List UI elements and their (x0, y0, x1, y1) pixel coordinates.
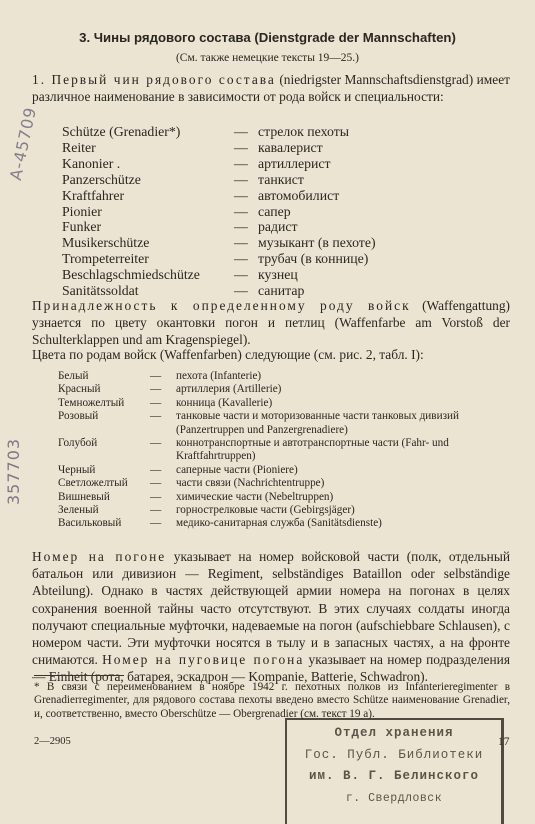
rank-row (62, 267, 376, 283)
rank-dash: — (234, 155, 248, 171)
rank-russian: музыкант (в пехоте) (258, 235, 376, 251)
paragraph-2 (32, 297, 510, 348)
rank-russian: кузнец (258, 267, 298, 283)
rank-russian: танкист (258, 171, 304, 187)
footnote-divider (34, 675, 124, 676)
color-meaning: артиллерия (Artillerie) (176, 383, 282, 396)
color-meaning: пехота (Infanterie) (176, 370, 262, 382)
stamp-line-1: Отдел хранения (334, 726, 454, 740)
color-meaning: саперные части (Pioniere) (176, 463, 298, 476)
color-row (58, 491, 511, 504)
color-dash: — (150, 517, 162, 530)
color-row (58, 383, 511, 396)
rank-russian: автомобилист (258, 187, 340, 203)
rank-russian: трубач (в коннице) (258, 251, 369, 267)
ranks-table (62, 124, 376, 299)
rank-row (62, 140, 376, 156)
section-subtitle: (См. также немецкие тексты 19—25.) (175, 52, 360, 64)
paragraph-4 (32, 548, 510, 686)
rank-german: Panzerschütze (62, 171, 141, 187)
rank-german: Trompeterreiter (62, 251, 149, 267)
rank-dash: — (234, 283, 248, 299)
color-meaning: танковые части и моторизованные части танковых дивизий (Panzertruppen und Panzergrenadiere) (176, 410, 459, 436)
color-name: Голубой (58, 437, 98, 450)
rank-german: Beschlagschmiedschütze (62, 267, 200, 283)
color-meaning: части связи (Nachrichtentruppe) (176, 477, 325, 490)
printer-signature: 2—2905 (34, 736, 71, 747)
rank-dash: — (234, 171, 248, 187)
rank-row (62, 188, 376, 204)
rank-russian: кавалерист (258, 139, 323, 155)
rank-dash: — (234, 219, 248, 235)
footnote: * В связи с переименованием в ноябре 1942 г. пехотных полков из Infanterieregimenter в Grenadierregimenter, для рядового состава пехоты введено вместо Schütze наименование Grenadier, и, соответственно, вместо Oberschütze — Obergrenadier (см. текст 19 а). (34, 681, 510, 720)
handwritten-shelf-mark: 357703 (4, 437, 23, 505)
rank-dash: — (234, 267, 248, 283)
rank-german: Sanitätssoldat (62, 283, 139, 299)
paragraph-4-lead-2: Номер на пуговице погона (102, 652, 305, 668)
section-title: 3. Чины рядового состава (Dienstgrade der Mannschaften) (79, 30, 456, 45)
color-dash: — (150, 396, 162, 409)
rank-row (62, 124, 376, 140)
arm-colors-table (58, 370, 511, 531)
paragraph-1 (32, 71, 510, 105)
rank-dash: — (234, 235, 248, 251)
color-name: Розовый (58, 410, 99, 423)
color-dash: — (150, 370, 162, 382)
color-row (58, 397, 511, 410)
rank-row (62, 219, 376, 235)
paragraph-4-lead-1: Номер на погоне (32, 549, 167, 564)
rank-row (62, 251, 376, 267)
paragraph-1-lead: 1. Первый чин рядового состава (32, 72, 276, 87)
rank-russian: сапер (258, 203, 291, 219)
rank-row (62, 204, 376, 220)
color-row (58, 464, 511, 477)
color-dash: — (150, 463, 162, 476)
color-name: Черный (58, 463, 96, 476)
color-dash: — (150, 477, 162, 490)
color-name: Светложелтый (58, 477, 128, 490)
color-row (58, 517, 511, 530)
rank-german: Musikerschütze (62, 235, 150, 251)
paragraph-4-text-2: указывает на номер подразделения — Einheit (рота, батарея, эскадрон — Kompanie, Batterie, Schwadron). (32, 652, 510, 685)
paragraph-1-text: (niedrigster Mannschaftsdienstgrad) имеет различное наименование в зависимости от рода войск и специальности: (32, 72, 511, 104)
rank-russian: санитар (258, 283, 305, 299)
paragraph-3: Цвета по родам войск (Waffenfarben) следующие (см. рис. 2, табл. I): (32, 347, 424, 362)
color-row (58, 504, 511, 517)
color-meaning: химические части (Nebeltruppen) (176, 490, 334, 503)
color-dash: — (150, 504, 162, 517)
paragraph-2-text: (Waffengattung) узнается по цвету окантовки погон и петлиц (Waffenfarbe am Vorstoß der Schulterklappen und am Kragenspiegel). (32, 298, 510, 347)
color-row (58, 410, 511, 437)
handwritten-inventory-mark: А-45709 (6, 105, 41, 182)
color-name: Красный (58, 383, 101, 396)
paragraph-4-text-1: указывает на номер войсковой части (полк, отдельный батальон или дивизион — Regiment, selbständiges Bataillon oder selbständige Abteilung). Однако в частях действующей армии номера на погонах в целях сохранения военной тайны часто отсутствуют. В этих случаях солдаты иногда получают специальные муфточки, надеваемые на погон (aufschiebbare Schlausen), с номером части. Эти муфточки носятся в тылу и в запасных частях, а на фронте снимаются. (32, 549, 510, 668)
color-row (58, 437, 511, 464)
color-dash: — (150, 490, 162, 503)
rank-dash: — (234, 124, 248, 139)
rank-german: Pionier (62, 203, 102, 219)
color-name: Вишневый (58, 490, 110, 503)
stamp-line-3: им. В. Г. Белинского (308, 769, 480, 783)
library-stamp (285, 718, 504, 824)
rank-german: Kraftfahrer (62, 187, 125, 203)
color-name: Зеленый (58, 504, 99, 517)
rank-german: Reiter (62, 139, 96, 155)
rank-russian: радист (258, 219, 298, 235)
color-row (58, 370, 511, 383)
color-name: Васильковый (58, 517, 122, 530)
paragraph-2-lead: Принадлежность к определенному роду войск (32, 298, 411, 313)
page-number: 17 (498, 736, 510, 748)
color-meaning: горнострелковые части (Gebirgsjäger) (176, 504, 355, 517)
rank-dash: — (234, 251, 248, 267)
rank-row (62, 235, 376, 251)
color-row (58, 477, 511, 490)
rank-dash: — (234, 139, 248, 155)
rank-german: Schütze (Grenadier*) (62, 124, 181, 139)
stamp-line-4: г. Свердловск (345, 792, 443, 805)
color-meaning: коннотранспортные и автотранспортные части (Fahr- und Kraftfahrtruppen) (176, 437, 449, 463)
rank-german: Kanonier . (62, 155, 121, 171)
color-dash: — (150, 437, 162, 450)
rank-german: Funker (62, 219, 102, 235)
color-name: Темножелтый (58, 396, 125, 409)
color-dash: — (150, 383, 162, 396)
rank-russian: артиллерист (258, 155, 331, 171)
rank-row (62, 172, 376, 188)
color-name: Белый (58, 370, 89, 382)
rank-russian: стрелок пехоты (258, 124, 349, 139)
rank-dash: — (234, 187, 248, 203)
color-dash: — (150, 410, 162, 423)
stamp-line-2: Гос. Публ. Библиотеки (304, 748, 484, 762)
rank-dash: — (234, 203, 248, 219)
color-meaning: конница (Kavallerie) (176, 396, 273, 409)
rank-row (62, 156, 376, 172)
color-meaning: медико-санитарная служба (Sanitätsdienste) (176, 517, 382, 530)
